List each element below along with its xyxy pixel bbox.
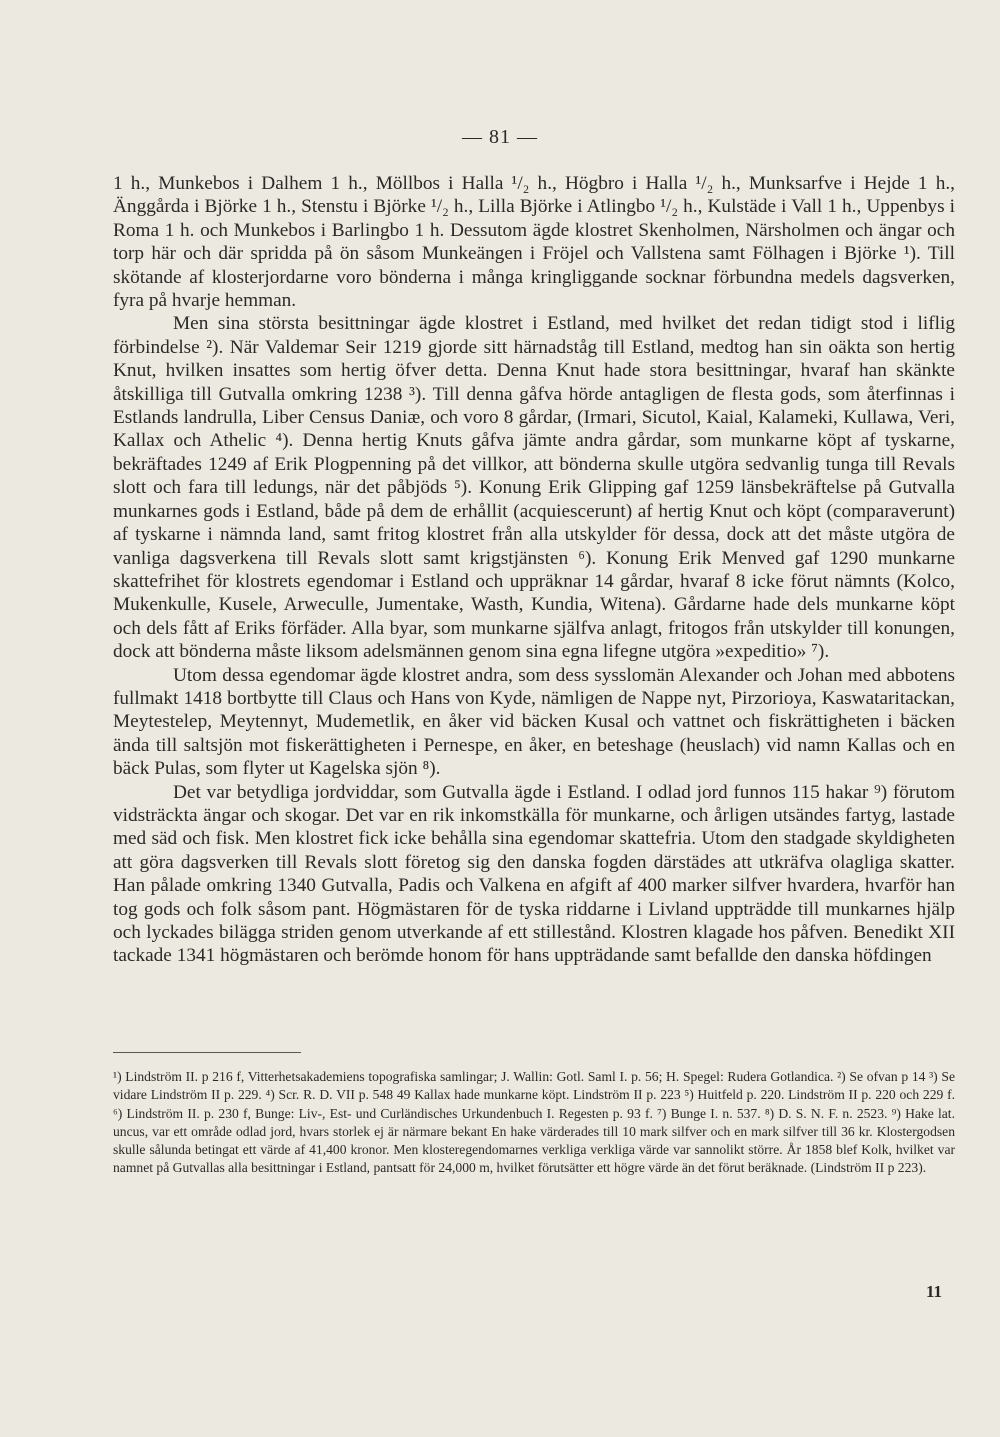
page-number: — 81 —: [462, 126, 538, 148]
paragraph: Men sina största besittningar ägde klostret i Estland, med hvilket det redan tidigt stod i liflig förbindelse ²). När Valdemar Seir 1219 gjorde sitt härnadståg till Estland, medtog han sin oäkta son hertig Knut, hvilken insattes som hertig öfver detta. Denna Knut hade stora besittningar, hvaraf han skänkte åtskilliga till Gutvalla omkring 1238 ³). Till denna gåfva hörde antagligen de flesta gods, som återfinnas i Estlands landrulla, Liber Census Daniæ, och voro 8 gårdar, (Irmari, Sicutol, Kaial, Kalameki, Kullawa, Veri, Kallax och Athelic ⁴). Denna hertig Knuts gåfva jämte andra gårdar, som munkarne köpt af tyskarne, bekräftades 1249 af Erik Plogpenning på det villkor, att bönderna skulle utgöra sedvanlig tunga till Revals slott och fara till ledungs, när det påbjöds ⁵). Konung Erik Glipping gaf 1259 länsbekräftelse på Gutvalla munkarnes gods i Estland, både på dem de erhållit (acquiescerunt) af hertig Knut och köpt (comparaverunt) af tyskarne i nämnda land, samt fritog klostret från alla utskylder för dessa, dock att det måste utgöra de vanliga dagsverkena till Revals slott samt krigstjänsten ⁶). Konung Erik Menved gaf 1290 munkarne skattefrihet för klostrets egendomar i Estland och uppräknar 14 gårdar, hvaraf 8 icke förut nämnts (Kolco, Mukenkulle, Kusele, Arweculle, Jumentake, Wasth, Kundia, Witena). Gårdarne hade dels munkarne köpt och dels fått af Eriks förfäder. Alla byar, som munkarne själfva anlagt, fritogos från utskylder till konungen, dock att bönderna måste liksom adelsmännen genom sina egna lifegne utgöra »expeditio» ⁷).: [113, 313, 955, 663]
paragraph: Utom dessa egendomar ägde klostret andra, som dess sysslomän Alexander och Johan med abbotens fullmakt 1418 bortbytte till Claus och Hans von Kyde, nämligen de Nappe nyt, Pirzorioya, Kaswataritackan, Meytestelep, Meytennyt, Mudemetlik, en åker vid bäcken Kusal och vattnet och fiskrättigheten i bäcken ända till saltsjön mot fiskerättigheten i Pernespe, en åker, en beteshage (heuslach) vid namn Kallas och en bäck Pulas, som flyter ut Kagelska sjön ⁸).: [113, 664, 955, 780]
paragraph: 1 h., Munkebos i Dalhem 1 h., Möllbos i Halla ¹/₂ h., Högbro i Halla ¹/₂ h., Munksarfve i Hejde 1 h., Änggårda i Björke 1 h., Stenstu i Björke ¹/₂ h., Lilla Björke i Atlingbo ¹/₂ h., Kulstäde i Vall 1 h., Uppenbys i Roma 1 h. och Munkebos i Barlingbo 1 h. Dessutom ägde klostret Skenholmen, Närsholmen och ängar och torp här och där spridda på ön såsom Munkeängen i Fröjel och Vallstena samt Fölhagen i Björke ¹). Till skötande af klosterjordarne voro bönderna i många kringliggande socknar förbundna medels dagsverken, fyra på hvarje hemman.: [113, 173, 955, 312]
paragraph: Det var betydliga jordviddar, som Gutvalla ägde i Estland. I odlad jord funnos 115 hakar ⁹) förutom vidsträckta ängar och skogar. Det var en rik inkomstkälla för munkarne, och årligen utsändes fartyg, lastade med säd och fisk. Men klostret fick icke behålla sina egendomar skattefria. Utom den stadgade skyldigheten att göra dagsverken till Revals slott företog sig den danska fogden därstädes att utkräfva olagliga skatter. Han pålade omkring 1340 Gutvalla, Padis och Valkena en afgift af 400 marker silfver hvardera, hvarför han tog gods och folk såsom pant. Högmästaren för de tyska riddarne i Livland uppträdde till munkarnes hjälp och lyckades bilägga striden genom utverkande af ett stillestånd. Klostren klagade hos påfven. Benedikt XII tackade 1341 högmästaren och berömde honom för hans uppträdande samt befallde den danska höfdingen: [113, 781, 955, 967]
footnote-divider: [113, 1052, 301, 1053]
body-text: [113, 172, 955, 968]
footnotes: ¹) Lindström II. p 216 f, Vitterhetsakademiens topografiska samlingar; J. Wallin: Gotl. Saml I. p. 56; H. Spegel: Rudera Gotlandica. ²) Se ofvan p 14 ³) Se vidare Lindström II p. 229. ⁴) Scr. R. D. VII p. 548 49 Kallax hade munkarne köpt. Lindström II p. 223 ⁵) Huitfeld p. 220. Lindström II p. 220 och 229 f. ⁶) Lindström II. p. 230 f, Bunge: Liv-, Est- und Curländisches Urkundenbuch I. Regesten p. 93 f. ⁷) Bunge I. n. 537. ⁸) D. S. N. F. n. 2523. ⁹) Hake lat. uncus, var ett område odlad jord, hvars storlek ej är närmare bekant En hake värderades till 10 mark silfver och en mark silfver till 36 kr. Klostergodsen skulle sålunda betingat ett värde af 41,400 kronor. Men klosteregendomarnes verkliga verkliga värde var sannolikt större. År 1858 blef Kolk, hvilket var namnet på Gutvallas alla besittningar i Estland, pantsatt för 24,000 m, hvilket förutsätter ett högre värde än det förut beräknade. (Lindström II p 223).: [113, 1069, 955, 1176]
signature-mark: 11: [925, 1282, 942, 1301]
